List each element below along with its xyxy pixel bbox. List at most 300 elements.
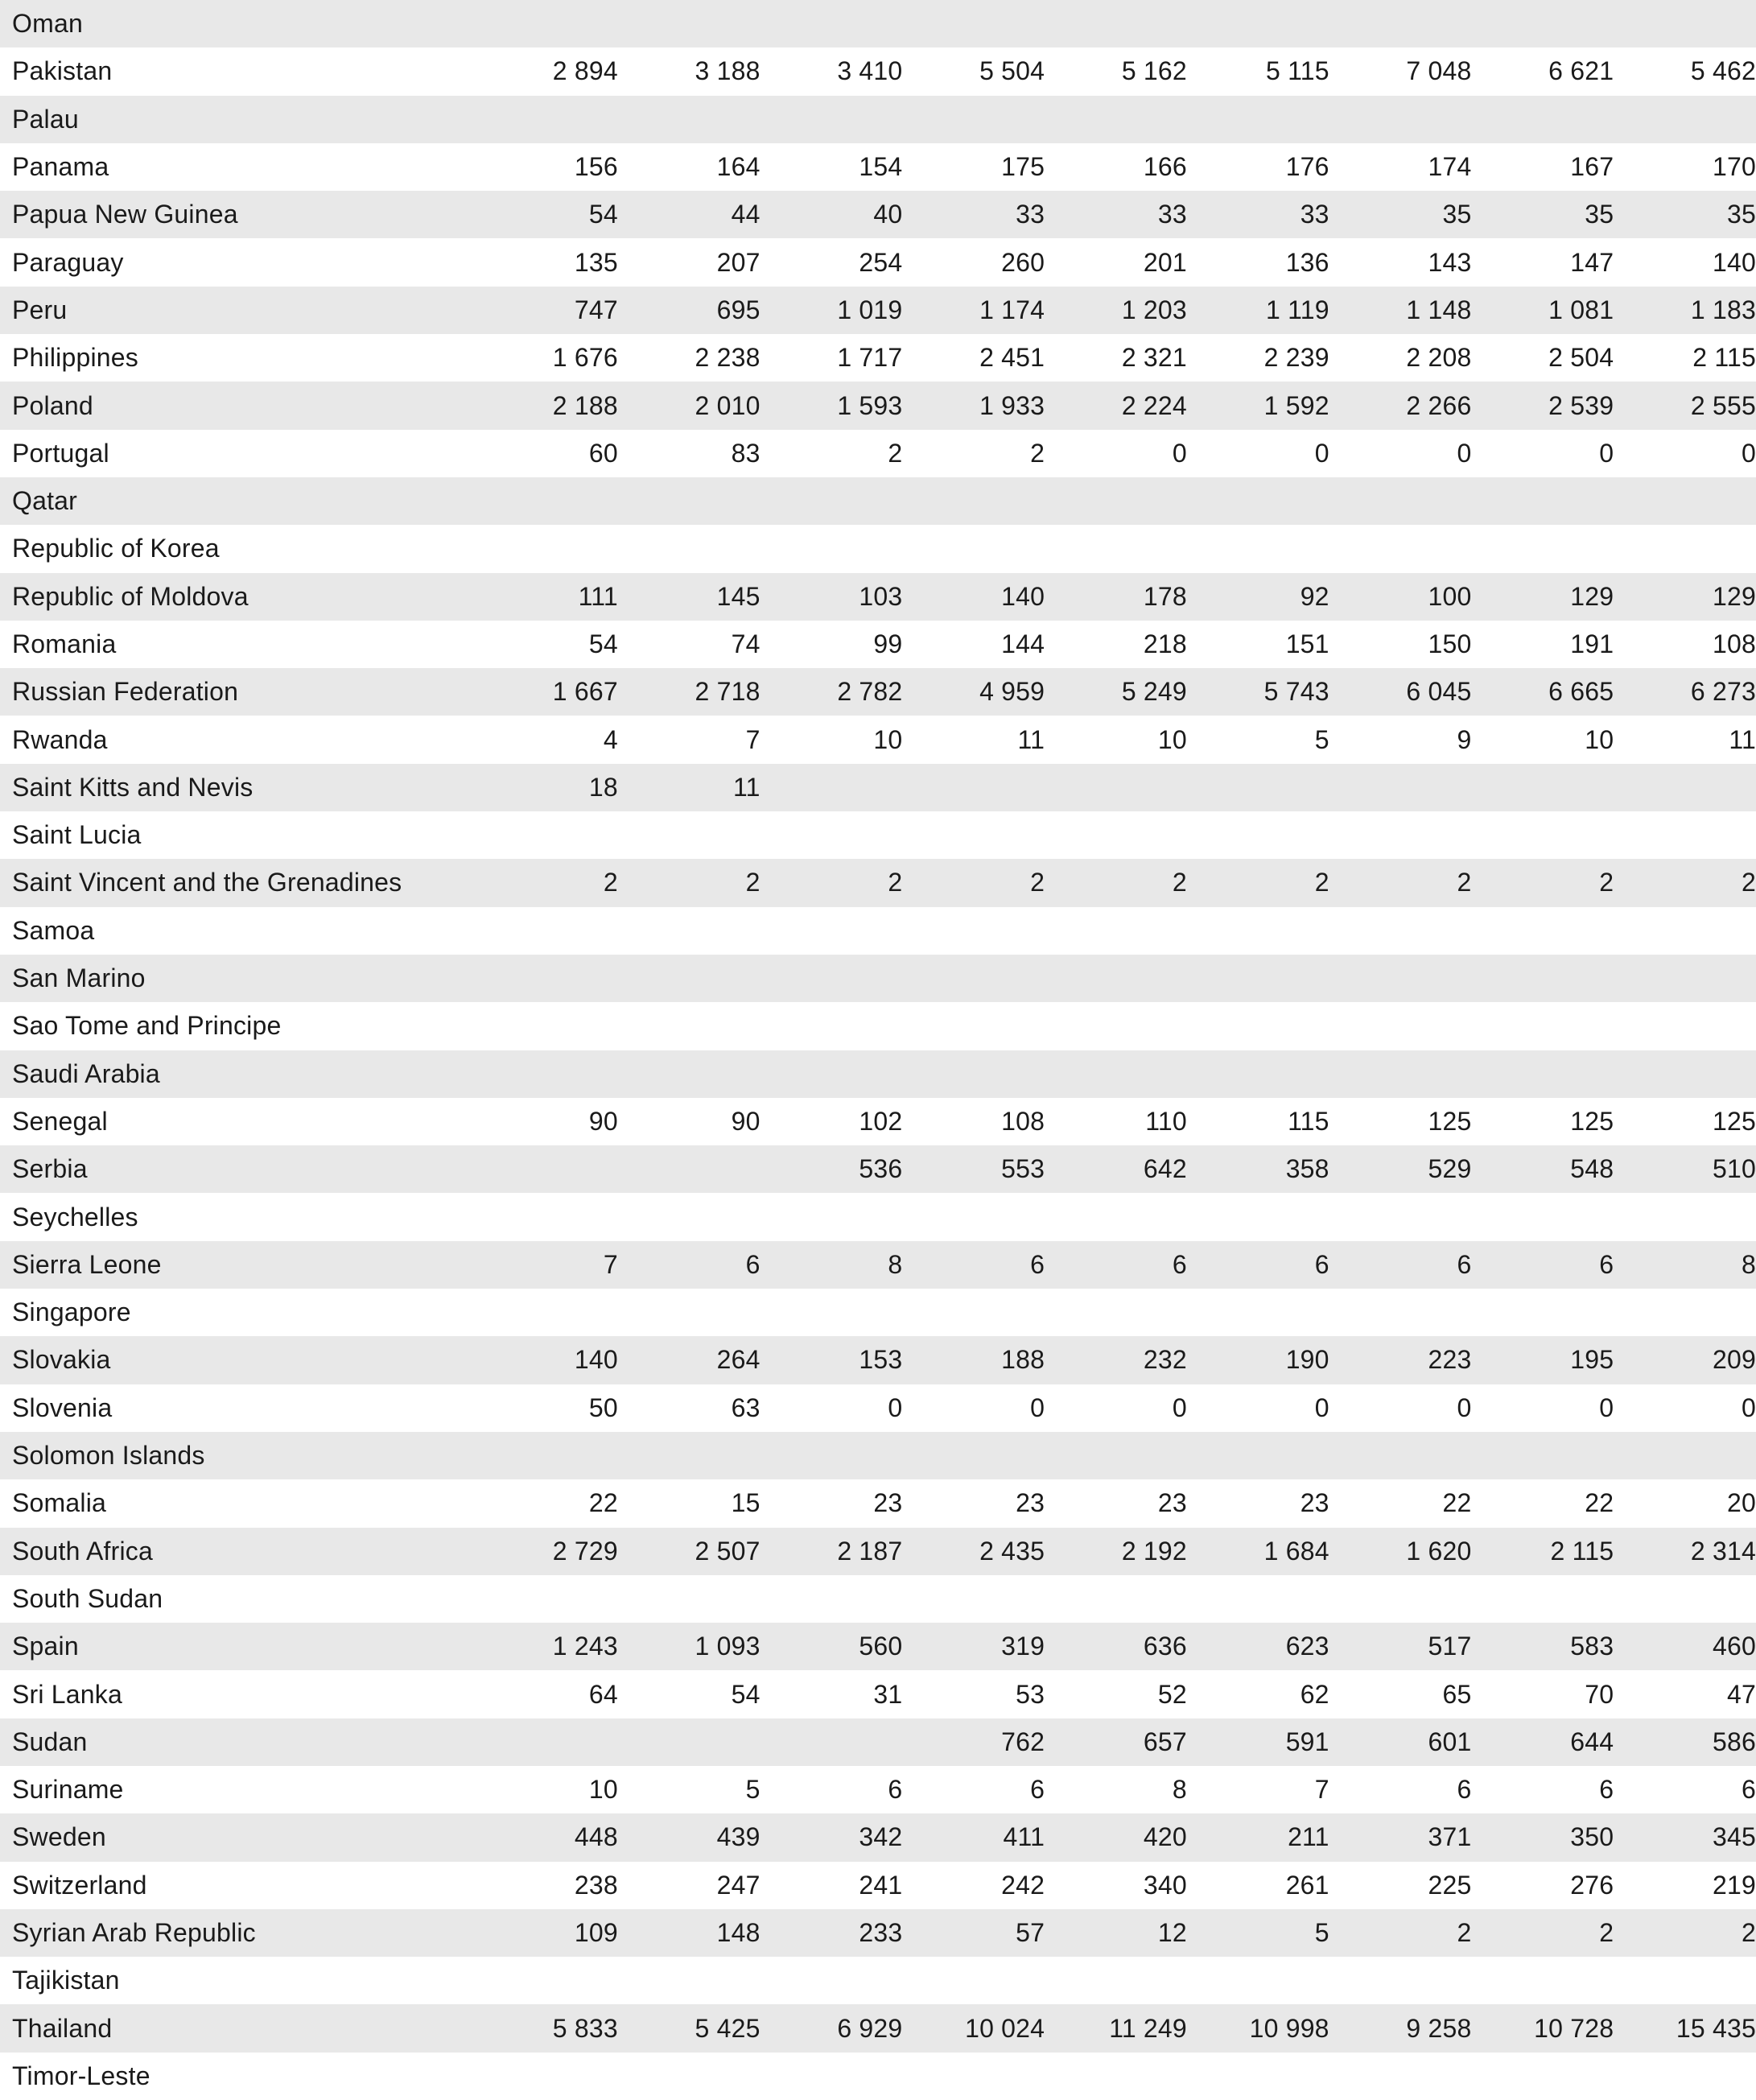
country-name: San Marino xyxy=(12,963,146,993)
value-cell: 5 462 xyxy=(1690,56,1756,86)
value-cell: 145 xyxy=(716,581,761,611)
value-cell: 178 xyxy=(1143,581,1187,611)
country-name: Somalia xyxy=(12,1488,107,1518)
value-cell: 23 xyxy=(873,1488,903,1518)
value-cell: 1 183 xyxy=(1690,295,1756,324)
value-cell: 517 xyxy=(1428,1632,1472,1661)
country-name: Palau xyxy=(12,104,79,134)
value-cell: 11 249 xyxy=(1109,2013,1187,2043)
value-cell: 1 203 xyxy=(1121,295,1187,324)
value-cell: 586 xyxy=(1712,1727,1756,1756)
table-row xyxy=(0,191,1756,238)
value-cell: 6 273 xyxy=(1690,677,1756,707)
table-row xyxy=(0,1002,1756,1050)
value-cell: 54 xyxy=(731,1679,761,1709)
value-cell: 154 xyxy=(859,152,903,182)
value-cell: 223 xyxy=(1428,1345,1472,1375)
value-cell: 140 xyxy=(1712,247,1756,277)
value-cell: 3 188 xyxy=(695,56,761,86)
table-row xyxy=(0,382,1756,429)
country-name: Suriname xyxy=(12,1775,124,1805)
value-cell: 345 xyxy=(1712,1822,1756,1852)
value-cell: 2 266 xyxy=(1406,390,1472,420)
value-cell: 5 743 xyxy=(1263,677,1329,707)
country-name: Peru xyxy=(12,295,68,324)
value-cell: 129 xyxy=(1570,581,1614,611)
value-cell: 241 xyxy=(859,1870,903,1900)
value-cell: 2 xyxy=(1741,868,1756,897)
value-cell: 31 xyxy=(873,1679,903,1709)
value-cell: 135 xyxy=(574,247,618,277)
value-cell: 109 xyxy=(574,1918,618,1948)
value-cell: 1 119 xyxy=(1265,295,1329,324)
value-cell: 0 xyxy=(1457,1392,1472,1422)
value-cell: 9 xyxy=(1457,724,1472,754)
value-cell: 548 xyxy=(1570,1154,1614,1184)
value-cell: 2 xyxy=(745,868,761,897)
value-cell: 747 xyxy=(574,295,618,324)
value-cell: 3 410 xyxy=(837,56,903,86)
value-cell: 35 xyxy=(1442,200,1472,229)
value-cell: 10 xyxy=(1585,724,1614,754)
value-cell: 1 593 xyxy=(837,390,903,420)
value-cell: 90 xyxy=(588,1106,618,1136)
country-name: Slovenia xyxy=(12,1392,113,1422)
value-cell: 260 xyxy=(1001,247,1045,277)
value-cell: 144 xyxy=(1001,629,1045,658)
value-cell: 2 xyxy=(1599,1918,1614,1948)
value-cell: 7 xyxy=(603,1249,618,1279)
value-cell: 5 504 xyxy=(979,56,1045,86)
value-cell: 411 xyxy=(1003,1822,1045,1852)
value-cell: 99 xyxy=(873,629,903,658)
value-cell: 164 xyxy=(716,152,761,182)
value-cell: 115 xyxy=(1288,1106,1329,1136)
value-cell: 211 xyxy=(1288,1822,1329,1852)
value-cell: 6 xyxy=(1172,1249,1187,1279)
value-cell: 2 729 xyxy=(552,1536,618,1566)
table-row xyxy=(0,287,1756,334)
value-cell: 2 xyxy=(888,868,903,897)
value-cell: 2 xyxy=(1741,1918,1756,1948)
value-cell: 623 xyxy=(1285,1632,1329,1661)
value-cell: 276 xyxy=(1570,1870,1614,1900)
value-cell: 0 xyxy=(1314,438,1329,468)
value-cell: 7 xyxy=(745,724,761,754)
value-cell: 1 093 xyxy=(695,1632,761,1661)
table-row xyxy=(0,1862,1756,1909)
value-cell: 148 xyxy=(716,1918,761,1948)
value-cell: 6 xyxy=(1457,1249,1472,1279)
value-cell: 2 xyxy=(888,438,903,468)
value-cell: 5 833 xyxy=(552,2013,618,2043)
value-cell: 0 xyxy=(1172,1392,1187,1422)
value-cell: 35 xyxy=(1585,200,1614,229)
value-cell: 11 xyxy=(733,772,761,802)
table-row xyxy=(0,1289,1756,1336)
country-name: Slovakia xyxy=(12,1345,111,1375)
value-cell: 70 xyxy=(1585,1679,1614,1709)
value-cell: 44 xyxy=(731,200,761,229)
value-cell: 12 xyxy=(1157,1918,1187,1948)
value-cell: 225 xyxy=(1428,1870,1472,1900)
value-cell: 591 xyxy=(1285,1727,1329,1756)
value-cell: 1 592 xyxy=(1263,390,1329,420)
value-cell: 1 174 xyxy=(979,295,1045,324)
value-cell: 762 xyxy=(1001,1727,1045,1756)
value-cell: 9 258 xyxy=(1406,2013,1472,2043)
country-name: Saint Vincent and the Grenadines xyxy=(12,868,402,897)
country-name: Portugal xyxy=(12,438,109,468)
value-cell: 2 539 xyxy=(1548,390,1614,420)
value-cell: 2 782 xyxy=(837,677,903,707)
value-cell: 2 894 xyxy=(552,56,618,86)
value-cell: 40 xyxy=(873,200,903,229)
value-cell: 5 162 xyxy=(1121,56,1187,86)
value-cell: 238 xyxy=(574,1870,618,1900)
table-row xyxy=(0,1336,1756,1384)
table-row xyxy=(0,47,1756,95)
value-cell: 2 xyxy=(1599,868,1614,897)
value-cell: 350 xyxy=(1570,1822,1614,1852)
value-cell: 1 620 xyxy=(1406,1536,1472,1566)
value-cell: 642 xyxy=(1143,1154,1187,1184)
value-cell: 510 xyxy=(1712,1154,1756,1184)
value-cell: 342 xyxy=(859,1822,903,1852)
value-cell: 1 148 xyxy=(1406,295,1472,324)
value-cell: 175 xyxy=(1001,152,1045,182)
value-cell: 2 xyxy=(1457,1918,1472,1948)
value-cell: 6 929 xyxy=(837,2013,903,2043)
value-cell: 201 xyxy=(1143,247,1187,277)
country-name: South Africa xyxy=(12,1536,153,1566)
table-row xyxy=(0,1241,1756,1289)
value-cell: 8 xyxy=(1172,1775,1187,1805)
value-cell: 63 xyxy=(731,1392,761,1422)
value-cell: 460 xyxy=(1712,1632,1756,1661)
value-cell: 129 xyxy=(1712,581,1756,611)
table-row xyxy=(0,573,1756,621)
value-cell: 8 xyxy=(1741,1249,1756,1279)
country-name: Panama xyxy=(12,152,109,182)
table-row xyxy=(0,525,1756,572)
value-cell: 110 xyxy=(1145,1106,1187,1136)
value-cell: 340 xyxy=(1143,1870,1187,1900)
table-row xyxy=(0,430,1756,477)
value-cell: 529 xyxy=(1428,1154,1472,1184)
table-row xyxy=(0,96,1756,143)
value-cell: 1 717 xyxy=(837,343,903,373)
value-cell: 319 xyxy=(1001,1632,1045,1661)
table-row xyxy=(0,1098,1756,1145)
value-cell: 583 xyxy=(1570,1632,1614,1661)
value-cell: 125 xyxy=(1712,1106,1756,1136)
country-name: Rwanda xyxy=(12,724,108,754)
table-row xyxy=(0,1145,1756,1193)
value-cell: 10 024 xyxy=(965,2013,1045,2043)
country-name: Sweden xyxy=(12,1822,106,1852)
value-cell: 6 621 xyxy=(1548,56,1614,86)
value-cell: 0 xyxy=(1741,1392,1756,1422)
table-row xyxy=(0,2004,1756,2052)
value-cell: 2 507 xyxy=(695,1536,761,1566)
value-cell: 2 xyxy=(1172,868,1187,897)
value-cell: 150 xyxy=(1428,629,1472,658)
table-row xyxy=(0,859,1756,906)
value-cell: 11 xyxy=(1017,724,1045,754)
value-cell: 1 667 xyxy=(552,677,618,707)
value-cell: 6 xyxy=(1314,1249,1329,1279)
value-cell: 0 xyxy=(1314,1392,1329,1422)
value-cell: 2 192 xyxy=(1121,1536,1187,1566)
table-row xyxy=(0,1479,1756,1527)
value-cell: 33 xyxy=(1300,200,1329,229)
country-name: Sri Lanka xyxy=(12,1679,122,1709)
table-row xyxy=(0,1384,1756,1432)
value-cell: 207 xyxy=(716,247,761,277)
value-cell: 1 243 xyxy=(552,1632,618,1661)
table-row xyxy=(0,1813,1756,1861)
value-cell: 6 xyxy=(1741,1775,1756,1805)
value-cell: 242 xyxy=(1001,1870,1045,1900)
value-cell: 0 xyxy=(888,1392,903,1422)
value-cell: 2 115 xyxy=(1550,1536,1614,1566)
value-cell: 143 xyxy=(1428,247,1472,277)
value-cell: 2 208 xyxy=(1406,343,1472,373)
value-cell: 536 xyxy=(859,1154,903,1184)
country-name: Sierra Leone xyxy=(12,1249,162,1279)
value-cell: 601 xyxy=(1428,1727,1472,1756)
value-cell: 2 718 xyxy=(695,677,761,707)
table-row xyxy=(0,0,1756,47)
value-cell: 92 xyxy=(1300,581,1329,611)
value-cell: 644 xyxy=(1570,1727,1614,1756)
table-row xyxy=(0,811,1756,859)
value-cell: 5 115 xyxy=(1265,56,1329,86)
value-cell: 125 xyxy=(1570,1106,1614,1136)
value-cell: 2 010 xyxy=(695,390,761,420)
value-cell: 2 xyxy=(603,868,618,897)
value-cell: 33 xyxy=(1016,200,1045,229)
value-cell: 2 xyxy=(1030,438,1045,468)
country-name: Switzerland xyxy=(12,1870,147,1900)
value-cell: 261 xyxy=(1285,1870,1329,1900)
country-name: Spain xyxy=(12,1632,79,1661)
value-cell: 2 xyxy=(1030,868,1045,897)
value-cell: 6 045 xyxy=(1406,677,1472,707)
value-cell: 5 xyxy=(1314,1918,1329,1948)
value-cell: 5 xyxy=(745,1775,761,1805)
value-cell: 125 xyxy=(1428,1106,1472,1136)
value-cell: 2 xyxy=(1314,868,1329,897)
table-row xyxy=(0,1957,1756,2004)
value-cell: 170 xyxy=(1712,152,1756,182)
value-cell: 10 728 xyxy=(1534,2013,1614,2043)
value-cell: 254 xyxy=(859,247,903,277)
value-cell: 102 xyxy=(859,1106,903,1136)
value-cell: 10 998 xyxy=(1249,2013,1329,2043)
table-row xyxy=(0,1050,1756,1098)
value-cell: 153 xyxy=(859,1345,903,1375)
value-cell: 22 xyxy=(1442,1488,1472,1518)
table-row xyxy=(0,1623,1756,1670)
table-row xyxy=(0,716,1756,763)
value-cell: 439 xyxy=(716,1822,761,1852)
value-cell: 136 xyxy=(1285,247,1329,277)
country-name: Solomon Islands xyxy=(12,1441,205,1471)
value-cell: 6 xyxy=(1030,1249,1045,1279)
value-cell: 108 xyxy=(1712,629,1756,658)
value-cell: 219 xyxy=(1712,1870,1756,1900)
value-cell: 103 xyxy=(859,581,903,611)
country-name: Republic of Moldova xyxy=(12,581,249,611)
value-cell: 264 xyxy=(716,1345,761,1375)
value-cell: 6 xyxy=(1599,1775,1614,1805)
value-cell: 6 xyxy=(1030,1775,1045,1805)
value-cell: 2 188 xyxy=(552,390,618,420)
country-name: Saint Kitts and Nevis xyxy=(12,772,254,802)
value-cell: 1 081 xyxy=(1548,295,1614,324)
table-row xyxy=(0,334,1756,382)
value-cell: 233 xyxy=(859,1918,903,1948)
value-cell: 176 xyxy=(1285,152,1329,182)
value-cell: 1 019 xyxy=(837,295,903,324)
value-cell: 0 xyxy=(1457,438,1472,468)
table-row xyxy=(0,238,1756,286)
country-name: Syrian Arab Republic xyxy=(12,1918,256,1948)
value-cell: 62 xyxy=(1300,1679,1329,1709)
country-name: Saudi Arabia xyxy=(12,1058,160,1088)
value-cell: 8 xyxy=(888,1249,903,1279)
value-cell: 2 187 xyxy=(837,1536,903,1566)
value-cell: 35 xyxy=(1726,200,1756,229)
value-cell: 0 xyxy=(1599,438,1614,468)
table-row xyxy=(0,1193,1756,1240)
value-cell: 247 xyxy=(716,1870,761,1900)
table-row xyxy=(0,1575,1756,1623)
table-row xyxy=(0,1432,1756,1479)
value-cell: 2 314 xyxy=(1690,1536,1756,1566)
value-cell: 6 xyxy=(1599,1249,1614,1279)
value-cell: 6 xyxy=(745,1249,761,1279)
table-row xyxy=(0,764,1756,811)
value-cell: 64 xyxy=(588,1679,618,1709)
value-cell: 0 xyxy=(1030,1392,1045,1422)
value-cell: 420 xyxy=(1143,1822,1187,1852)
value-cell: 15 xyxy=(731,1488,761,1518)
table-row xyxy=(0,1909,1756,1957)
value-cell: 167 xyxy=(1570,152,1614,182)
country-name: Senegal xyxy=(12,1106,108,1136)
country-name: Serbia xyxy=(12,1154,88,1184)
value-cell: 20 xyxy=(1726,1488,1756,1518)
value-cell: 22 xyxy=(588,1488,618,1518)
table-row xyxy=(0,621,1756,668)
value-cell: 23 xyxy=(1300,1488,1329,1518)
country-name: Republic of Korea xyxy=(12,534,220,563)
value-cell: 5 xyxy=(1314,724,1329,754)
country-name: Romania xyxy=(12,629,117,658)
value-cell: 191 xyxy=(1570,629,1614,658)
value-cell: 2 321 xyxy=(1121,343,1187,373)
value-cell: 7 048 xyxy=(1406,56,1472,86)
value-cell: 22 xyxy=(1585,1488,1614,1518)
value-cell: 65 xyxy=(1442,1679,1472,1709)
country-name: Tajikistan xyxy=(12,1966,120,1995)
value-cell: 47 xyxy=(1726,1679,1756,1709)
value-cell: 2 504 xyxy=(1548,343,1614,373)
value-cell: 636 xyxy=(1143,1632,1187,1661)
value-cell: 218 xyxy=(1143,629,1187,658)
value-cell: 5 425 xyxy=(695,2013,761,2043)
value-cell: 695 xyxy=(716,295,761,324)
value-cell: 6 xyxy=(888,1775,903,1805)
country-name: Pakistan xyxy=(12,56,113,86)
value-cell: 140 xyxy=(1001,581,1045,611)
value-cell: 50 xyxy=(588,1392,618,1422)
value-cell: 209 xyxy=(1712,1345,1756,1375)
value-cell: 151 xyxy=(1285,629,1329,658)
value-cell: 358 xyxy=(1285,1154,1329,1184)
value-cell: 190 xyxy=(1285,1345,1329,1375)
value-cell: 0 xyxy=(1741,438,1756,468)
value-cell: 448 xyxy=(574,1822,618,1852)
value-cell: 2 xyxy=(1457,868,1472,897)
value-cell: 23 xyxy=(1016,1488,1045,1518)
table-row xyxy=(0,1766,1756,1813)
value-cell: 2 224 xyxy=(1121,390,1187,420)
table-row xyxy=(0,2053,1756,2100)
country-name: Sao Tome and Principe xyxy=(12,1011,282,1041)
value-cell: 232 xyxy=(1143,1345,1187,1375)
value-cell: 2 115 xyxy=(1692,343,1756,373)
value-cell: 18 xyxy=(588,772,618,802)
country-name: South Sudan xyxy=(12,1583,163,1613)
value-cell: 7 xyxy=(1314,1775,1329,1805)
value-cell: 147 xyxy=(1570,247,1614,277)
table-row xyxy=(0,668,1756,716)
country-name: Russian Federation xyxy=(12,677,239,707)
value-cell: 371 xyxy=(1428,1822,1472,1852)
table-row xyxy=(0,1718,1756,1766)
value-cell: 6 665 xyxy=(1548,677,1614,707)
value-cell: 10 xyxy=(873,724,903,754)
value-cell: 52 xyxy=(1157,1679,1187,1709)
table-row xyxy=(0,907,1756,955)
value-cell: 1 684 xyxy=(1263,1536,1329,1566)
value-cell: 2 555 xyxy=(1690,390,1756,420)
value-cell: 0 xyxy=(1599,1392,1614,1422)
country-name: Oman xyxy=(12,9,83,39)
value-cell: 83 xyxy=(731,438,761,468)
value-cell: 0 xyxy=(1172,438,1187,468)
value-cell: 57 xyxy=(1016,1918,1045,1948)
country-name: Singapore xyxy=(12,1298,131,1327)
value-cell: 111 xyxy=(578,581,618,611)
value-cell: 1 933 xyxy=(979,390,1045,420)
value-cell: 1 676 xyxy=(552,343,618,373)
value-cell: 11 xyxy=(1729,724,1756,754)
value-cell: 166 xyxy=(1143,152,1187,182)
country-name: Samoa xyxy=(12,915,95,945)
table-row xyxy=(0,955,1756,1002)
value-cell: 100 xyxy=(1428,581,1472,611)
value-cell: 156 xyxy=(574,152,618,182)
table-row xyxy=(0,143,1756,191)
value-cell: 6 xyxy=(1457,1775,1472,1805)
value-cell: 10 xyxy=(1157,724,1187,754)
value-cell: 5 249 xyxy=(1121,677,1187,707)
